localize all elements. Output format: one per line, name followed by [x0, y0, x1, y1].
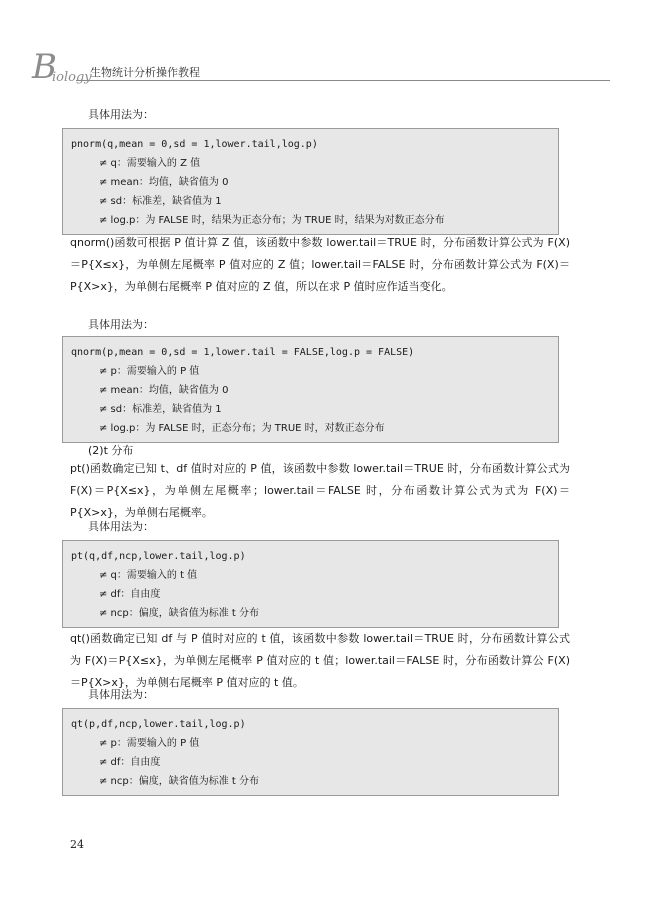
code-line: pt(q,df,ncp,lower.tail,log.p)	[71, 551, 246, 562]
code-comment: ≠ ncp：偏度，缺省值为标准 t 分布	[99, 608, 260, 619]
biology-logo-word: iology	[52, 70, 92, 85]
code-block-pt	[62, 540, 559, 628]
code-comment: ≠ p：需要输入的 P 值	[99, 738, 200, 749]
paragraph-pt: pt()函数确定已知 t、df 值时对应的 P 值，该函数中参数 lower.tail＝TRUE 时，分布函数计算公式为 F(X)＝P{X≤x}，为单侧左尾概率；lower.tail＝FALSE 时，分布函数计算公式为式为 F(X)＝P{X>x}，为单侧右尾概率。	[70, 462, 570, 519]
code-comment: ≠ p：需要输入的 P 值	[99, 366, 200, 377]
header-rule	[76, 80, 610, 81]
usage-label: 具体用法为：	[88, 108, 154, 121]
code-comment: ≠ q：需要输入的 Z 值	[99, 158, 201, 169]
usage-label: 具体用法为：	[88, 318, 154, 331]
book-title: 生物统计分析操作教程	[90, 66, 200, 79]
code-comment: ≠ df：自由度	[99, 757, 161, 768]
paragraph-qt: qt()函数确定已知 df 与 P 值时对应的 t 值，该函数中参数 lower.tail＝TRUE 时，分布函数计算公式为 F(X)＝P{X≤x}，为单侧左尾概率 P 值对应的 t 值；lower.tail＝FALSE 时，分布函数计算公 F(X)＝P{X>x}，为单侧右尾概率 P 值对应的 t 值。	[70, 632, 570, 689]
code-comment: ≠ log.p：为 FALSE 时，正态分布；为 TRUE 时，对数正态分布	[99, 423, 385, 434]
code-block-pnorm	[62, 128, 559, 235]
code-comment: ≠ mean：均值，缺省值为 0	[99, 385, 229, 396]
usage-label: 具体用法为：	[88, 520, 154, 533]
code-comment: ≠ sd：标准差，缺省值为 1	[99, 196, 222, 207]
section-heading: (2)t 分布	[88, 444, 134, 457]
biology-logo: B	[32, 47, 57, 87]
running-header	[20, 48, 610, 94]
code-line: qnorm(p,mean = 0,sd = 1,lower.tail = FALSE,log.p = FALSE)	[71, 347, 415, 358]
code-comment: ≠ mean：均值，缺省值为 0	[99, 177, 229, 188]
code-comment: ≠ log.p：为 FALSE 时，结果为正态分布；为 TRUE 时，结果为对数正态分布	[99, 215, 445, 226]
code-comment: ≠ q：需要输入的 t 值	[99, 570, 198, 581]
code-line: pnorm(q,mean = 0,sd = 1,lower.tail,log.p)	[71, 139, 318, 150]
code-comment: ≠ ncp：偏度，缺省值为标准 t 分布	[99, 776, 260, 787]
code-block-qnorm	[62, 336, 559, 443]
code-comment: ≠ df：自由度	[99, 589, 161, 600]
usage-label: 具体用法为：	[88, 688, 154, 701]
code-block-qt	[62, 708, 559, 796]
code-comment: ≠ sd：标准差，缺省值为 1	[99, 404, 222, 415]
code-line: qt(p,df,ncp,lower.tail,log.p)	[71, 719, 246, 730]
page-number: 24	[70, 838, 84, 851]
paragraph-qnorm: qnorm()函数可根据 P 值计算 Z 值，该函数中参数 lower.tail＝TRUE 时，分布函数计算公式为 F(X)＝P{X≤x}，为单侧左尾概率 P 值对应的 Z 值；lower.tail＝FALSE 时，分布函数计算公式为 F(X)＝P{X>x}，为单侧右尾概率 P 值对应的 Z 值，所以在求 P 值时应作适当变化。	[70, 236, 570, 293]
